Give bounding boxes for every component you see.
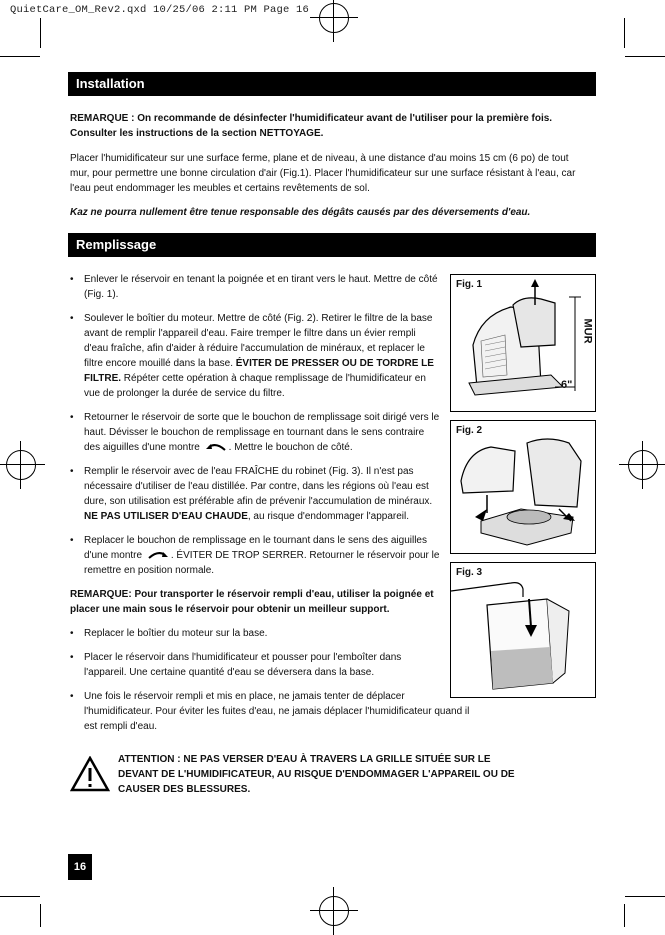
registration-mark xyxy=(319,3,349,33)
crop-mark xyxy=(0,896,40,897)
warning-text: ATTENTION : NE PAS VERSER D'EAU À TRAVERS LA GRILLE SITUÉE SUR LE DEVANT DE L'HUMIDIFICATEUR, AU RISQUE D'ENDOMMAGER L'APPAREIL OU DE CAUSER DES BLESSURES. xyxy=(118,754,515,795)
filling-heading: Remplissage xyxy=(68,233,596,257)
step-text: Soulever le boîtier du moteur. Mettre de côté (Fig. 2). Retirer le filtre de la base avant de remplir l'appareil d'eau. Faire tremper le filtre dans un évier rempli d'eau fraîche, afin d'aider à réduire l'accumulation de minéraux, et replacer le filtre encore mouillé dans la base. xyxy=(84,313,433,369)
list-item xyxy=(70,650,442,680)
list-item xyxy=(70,626,442,641)
step-text: Replacer le boîtier du moteur sur la base. xyxy=(84,628,268,639)
step-text: Retourner le réservoir de sorte que le bouchon de remplissage soit dirigé vers le haut. Dévisser le bouchon de remplissage en tournant dans le sens contraire des aiguilles d'une montre xyxy=(84,412,440,453)
crop-mark xyxy=(0,56,40,57)
transport-remark: REMARQUE: Pour transporter le réservoir rempli d'eau, utiliser la poignée et placer une main sous le réservoir pour obtenir un meilleur support. xyxy=(70,589,434,615)
filling-steps xyxy=(70,272,470,743)
crop-mark xyxy=(625,56,665,57)
file-slug: QuietCare_OM_Rev2.qxd 10/25/06 2:11 PM Page 16 xyxy=(10,4,310,16)
registration-mark xyxy=(6,450,36,480)
step-text: . ÉVITER DE TROP SERRER. Retourner le réservoir pour le remettre en position normale. xyxy=(84,550,440,576)
page-number: 16 xyxy=(68,854,92,880)
tank-filling-illustration xyxy=(451,563,595,697)
list-item xyxy=(70,410,442,455)
installation-disclaimer: Kaz ne pourra nullement être tenue responsable des dégâts causés par des déversements d'eau. xyxy=(70,207,531,218)
step-text: Placer le réservoir dans l'humidificateur et pousser pour l'emboîter dans l'appareil. Une certaine quantité d'eau se déversera dans la base. xyxy=(84,652,402,678)
step-text: , au risque d'endommager l'appareil. xyxy=(247,511,410,522)
crop-mark xyxy=(624,18,625,48)
step-text: Répéter cette opération à chaque remplissage de l'humidificateur en vue de prolonger la durée de service du filtre. xyxy=(84,373,426,399)
crop-mark xyxy=(624,904,625,927)
list-item xyxy=(70,533,442,578)
crop-mark xyxy=(625,896,665,897)
crop-mark xyxy=(40,904,41,927)
counterclockwise-arrow-icon xyxy=(205,443,227,451)
installation-remark: REMARQUE : On recommande de désinfecter l'humidificateur avant de l'utiliser pour la première fois. Consulter les instructions de la section NETTOYAGE. xyxy=(70,113,553,139)
wall-label: MUR xyxy=(581,318,594,344)
step-text: Replacer le bouchon de remplissage en le tournant dans le sens des aiguilles d'une montre xyxy=(84,535,427,561)
step-warning: NE PAS UTILISER D'EAU CHAUDE xyxy=(84,511,248,522)
figure-2 xyxy=(450,420,596,554)
list-item xyxy=(70,587,442,617)
registration-mark xyxy=(319,896,349,926)
list-item xyxy=(70,464,442,524)
installation-paragraph: Placer l'humidificateur sur une surface ferme, plane et de niveau, à une distance d'au moins 15 cm (6 po) de tout mur, pour permettre une bonne circulation d'air (Fig.1). Placer l'humidificateur sur une surface résistant à l'eau, car l'eau peut endommager les meubles et certains revêtements de sol. xyxy=(70,153,576,194)
list-item xyxy=(70,689,470,734)
humidifier-wall-illustration xyxy=(451,275,595,411)
figure-label: Fig. 1 xyxy=(456,279,483,290)
figure-3 xyxy=(450,562,596,698)
figure-label: Fig. 3 xyxy=(456,567,483,578)
installation-heading: Installation xyxy=(68,72,596,96)
clockwise-arrow-icon xyxy=(147,551,169,559)
list-item xyxy=(70,272,442,302)
figure-label: Fig. 2 xyxy=(456,425,483,436)
step-text: . Mettre le bouchon de côté. xyxy=(228,442,353,453)
list-item xyxy=(70,311,442,401)
humidifier-disassembly-illustration xyxy=(451,421,595,553)
figure-1 xyxy=(450,274,596,412)
step-text: Remplir le réservoir avec de l'eau FRAÎCHE du robinet (Fig. 3). Il n'est pas nécessaire d'utiliser de l'eau distillée. Par contre, dans les régions où l'eau est dure, son utilisation est préférable afin de prévenir l'accumulation de minéraux. xyxy=(84,466,433,507)
warning-triangle-icon xyxy=(70,756,110,792)
step-text: Une fois le réservoir rempli et mis en place, ne jamais tenter de déplacer l'humidificateur. Pour éviter les fuites d'eau, ne jamais déplacer l'humidificateur quand il est rempli d'eau. xyxy=(84,691,470,732)
step-text: Enlever le réservoir en tenant la poignée et en tirant vers le haut. Mettre de côté (Fig. 1). xyxy=(84,274,438,300)
distance-label: 6" xyxy=(561,379,573,391)
crop-mark xyxy=(40,18,41,48)
step-warning: ÉVITER DE PRESSER OU DE TORDRE LE FILTRE. xyxy=(84,358,434,384)
registration-mark xyxy=(628,450,658,480)
